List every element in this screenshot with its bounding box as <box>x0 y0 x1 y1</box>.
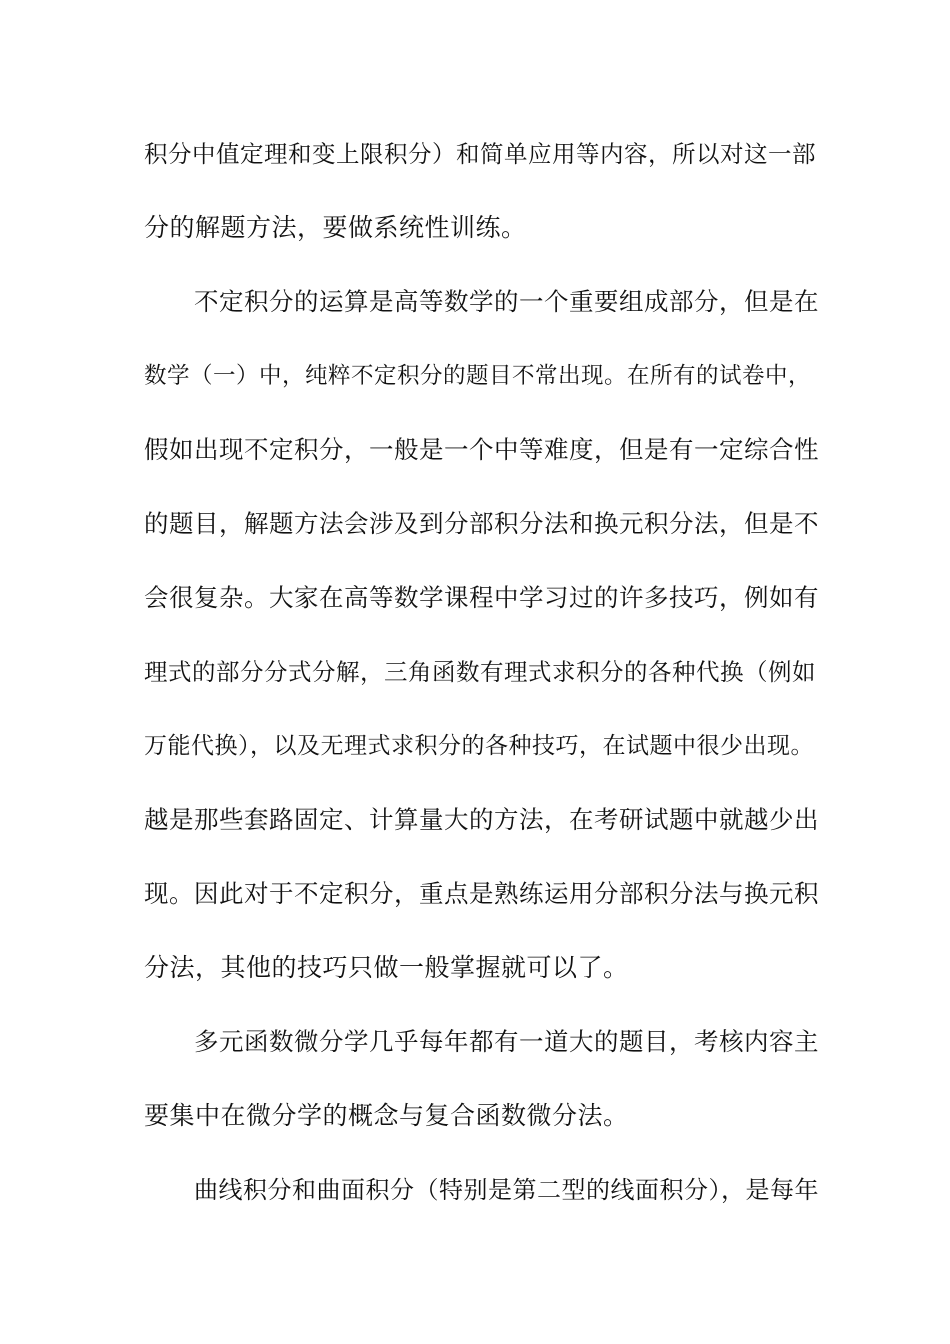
text-line-9: 万能代换），以及无理式求积分的各种技巧，在试题中很少出现。 <box>144 733 814 759</box>
text-line-8: 理式的部分分式分解，三角函数有理式求积分的各种代换（例如 <box>144 658 816 686</box>
text-line-6: 的题目，解题方法会涉及到分部积分法和换元积分法，但是不 <box>144 509 819 538</box>
text-line-4: 数学（一）中，纯粹不定积分的题目不常出现。在所有的试卷中， <box>144 363 812 389</box>
text-line-1: 积分中值定理和变上限积分）和简单应用等内容，所以对这一部 <box>144 140 816 168</box>
text-line-11: 现。因此对于不定积分，重点是熟练运用分部积分法与换元积 <box>144 879 819 908</box>
text-line-15-paragraph-start: 曲线积分和曲面积分（特别是第二型的线面积分），是每年 <box>194 1176 819 1204</box>
text-line-2: 分的解题方法，要做系统性训练。 <box>144 213 527 242</box>
text-line-7: 会很复杂。大家在高等数学课程中学习过的许多技巧，例如有 <box>144 583 819 612</box>
text-line-14: 要集中在微分学的概念与复合函数微分法。 <box>144 1101 629 1130</box>
text-line-3-paragraph-start: 不定积分的运算是高等数学的一个重要组成部分，但是在 <box>194 287 819 316</box>
text-line-12: 分法，其他的技巧只做一般掌握就可以了。 <box>144 953 629 982</box>
text-line-13-paragraph-start: 多元函数微分学几乎每年都有一道大的题目，考核内容主 <box>194 1027 819 1056</box>
text-line-5: 假如出现不定积分，一般是一个中等难度，但是有一定综合性 <box>144 435 819 464</box>
text-line-10: 越是那些套路固定、计算量大的方法，在考研试题中就越少出 <box>144 805 819 834</box>
